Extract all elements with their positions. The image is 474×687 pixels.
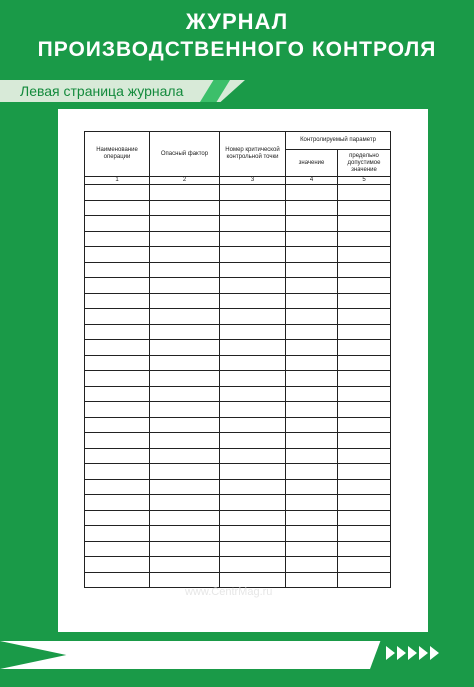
table-cell: [150, 340, 220, 356]
column-number: 2: [150, 177, 220, 185]
table-body: [85, 185, 391, 588]
table-cell: [150, 448, 220, 464]
table-cell: [150, 371, 220, 387]
table-cell: [286, 293, 338, 309]
table-cell: [338, 402, 391, 418]
table-row: [85, 433, 391, 449]
table-cell: [85, 386, 150, 402]
table-row: [85, 278, 391, 294]
table-cell: [338, 231, 391, 247]
table-cell: [85, 355, 150, 371]
table-cell: [220, 309, 286, 325]
column-number: 1: [85, 177, 150, 185]
table-cell: [220, 464, 286, 480]
arrow-right-icon: [419, 646, 428, 660]
table-cell: [85, 278, 150, 294]
table-row: [85, 526, 391, 542]
table-cell: [338, 495, 391, 511]
table-cell: [85, 433, 150, 449]
table-cell: [85, 495, 150, 511]
table-cell: [338, 526, 391, 542]
table-cell: [338, 309, 391, 325]
table-cell: [338, 324, 391, 340]
table-cell: [338, 262, 391, 278]
table-cell: [220, 247, 286, 263]
table-cell: [150, 386, 220, 402]
table-cell: [150, 262, 220, 278]
table-cell: [85, 231, 150, 247]
table-row: [85, 324, 391, 340]
table-cell: [286, 247, 338, 263]
table-cell: [150, 479, 220, 495]
table-cell: [150, 216, 220, 232]
table-cell: [220, 231, 286, 247]
table-cell: [220, 262, 286, 278]
column-number: 5: [338, 177, 391, 185]
table-cell: [85, 324, 150, 340]
table-row: [85, 247, 391, 263]
table-cell: [85, 448, 150, 464]
table-cell: [220, 433, 286, 449]
arrow-right-icon: [386, 646, 395, 660]
arrow-right-icon: [408, 646, 417, 660]
table-cell: [286, 324, 338, 340]
table-cell: [286, 417, 338, 433]
table-cell: [85, 216, 150, 232]
table-cell: [286, 572, 338, 588]
table-row: [85, 541, 391, 557]
table-cell: [220, 340, 286, 356]
table-cell: [338, 355, 391, 371]
table-cell: [338, 417, 391, 433]
table-cell: [338, 200, 391, 216]
table-row: [85, 340, 391, 356]
table-cell: [85, 557, 150, 573]
table-cell: [85, 262, 150, 278]
table-cell: [220, 216, 286, 232]
table-row: [85, 557, 391, 573]
table-cell: [85, 572, 150, 588]
table-cell: [286, 200, 338, 216]
table-cell: [286, 386, 338, 402]
table-cell: [150, 417, 220, 433]
header-hazard: Опасный фактор: [150, 132, 220, 177]
table-row: [85, 448, 391, 464]
table-cell: [220, 293, 286, 309]
table-cell: [220, 200, 286, 216]
subtitle-label: Левая страница журнала: [20, 83, 184, 99]
table-cell: [150, 247, 220, 263]
table-cell: [85, 464, 150, 480]
table-cell: [150, 464, 220, 480]
table-row: [85, 402, 391, 418]
journal-table: [84, 131, 391, 588]
table-cell: [286, 557, 338, 573]
table-cell: [338, 293, 391, 309]
table-cell: [220, 371, 286, 387]
table-cell: [286, 355, 338, 371]
table-cell: [220, 448, 286, 464]
table-cell: [286, 448, 338, 464]
table-cell: [220, 278, 286, 294]
table-cell: [220, 541, 286, 557]
table-cell: [85, 479, 150, 495]
table-cell: [286, 309, 338, 325]
journal-title: [0, 8, 474, 64]
arrow-right-icon: [397, 646, 406, 660]
table-row: [85, 371, 391, 387]
table-row: [85, 293, 391, 309]
table-row: [85, 309, 391, 325]
table-cell: [338, 448, 391, 464]
table-cell: [85, 185, 150, 201]
table-cell: [286, 185, 338, 201]
table-cell: [338, 247, 391, 263]
table-cell: [286, 216, 338, 232]
table-cell: [338, 386, 391, 402]
table-cell: [85, 293, 150, 309]
table-row: [85, 479, 391, 495]
table-cell: [220, 185, 286, 201]
table-cell: [220, 495, 286, 511]
table-cell: [150, 433, 220, 449]
table-cell: [85, 247, 150, 263]
table-cell: [220, 355, 286, 371]
table-cell: [85, 526, 150, 542]
table-cell: [85, 417, 150, 433]
table-cell: [220, 479, 286, 495]
table-cell: [220, 324, 286, 340]
table-row: [85, 464, 391, 480]
header-operation: Наименование операции: [85, 132, 150, 177]
table-row: [85, 386, 391, 402]
table-cell: [286, 262, 338, 278]
table-row: [85, 417, 391, 433]
table-cell: [150, 309, 220, 325]
table-cell: [338, 510, 391, 526]
header-value: значение: [286, 150, 338, 177]
table-cell: [338, 371, 391, 387]
table-cell: [286, 526, 338, 542]
header-limit: предельно допустимое значение: [338, 150, 391, 177]
table-row: [85, 355, 391, 371]
table-cell: [338, 216, 391, 232]
table-cell: [150, 278, 220, 294]
table-cell: [150, 402, 220, 418]
journal-page: [58, 109, 428, 632]
table-cell: [286, 433, 338, 449]
table-cell: [286, 278, 338, 294]
table-cell: [85, 340, 150, 356]
table-cell: [286, 340, 338, 356]
table-cell: [150, 355, 220, 371]
table-cell: [338, 278, 391, 294]
arrow-right-icon: [386, 646, 441, 664]
table-row: [85, 262, 391, 278]
table-cell: [338, 557, 391, 573]
table-cell: [286, 479, 338, 495]
table-cell: [150, 510, 220, 526]
table-cell: [150, 200, 220, 216]
table-cell: [286, 541, 338, 557]
table-row: [85, 200, 391, 216]
table-cell: [150, 324, 220, 340]
table-cell: [286, 464, 338, 480]
table-cell: [85, 402, 150, 418]
table-cell: [286, 402, 338, 418]
table-cell: [286, 495, 338, 511]
table-cell: [338, 340, 391, 356]
table-row: [85, 495, 391, 511]
table-cell: [286, 231, 338, 247]
table-cell: [220, 510, 286, 526]
table-cell: [220, 557, 286, 573]
header-param-group: Контролируемый параметр: [286, 132, 391, 150]
table-cell: [220, 402, 286, 418]
table-cell: [220, 526, 286, 542]
table-cell: [338, 479, 391, 495]
table-cell: [338, 541, 391, 557]
table-cell: [220, 417, 286, 433]
watermark: www.CentrMag.ru: [185, 586, 273, 598]
table-cell: [150, 541, 220, 557]
column-number: 4: [286, 177, 338, 185]
column-number: 3: [220, 177, 286, 185]
arrow-right-icon: [430, 646, 439, 660]
table-cell: [85, 309, 150, 325]
table-row: [85, 216, 391, 232]
header-ccp: Номер критической контрольной точки: [220, 132, 286, 177]
table-cell: [150, 293, 220, 309]
table-cell: [220, 386, 286, 402]
table-cell: [150, 526, 220, 542]
table-cell: [150, 557, 220, 573]
table-cell: [338, 433, 391, 449]
table-cell: [286, 510, 338, 526]
table-row: [85, 231, 391, 247]
table-cell: [338, 572, 391, 588]
table-cell: [150, 231, 220, 247]
title-line-2: ПРОИЗВОДСТВЕННОГО КОНТРОЛЯ: [37, 38, 437, 61]
table-cell: [286, 371, 338, 387]
table-cell: [85, 371, 150, 387]
table-cell: [85, 541, 150, 557]
table-cell: [85, 510, 150, 526]
table-row: [85, 185, 391, 201]
table-cell: [85, 200, 150, 216]
table-cell: [338, 185, 391, 201]
title-line-1: ЖУРНАЛ: [185, 9, 289, 34]
table-cell: [338, 464, 391, 480]
table-cell: [150, 185, 220, 201]
table-row: [85, 510, 391, 526]
table-cell: [150, 495, 220, 511]
